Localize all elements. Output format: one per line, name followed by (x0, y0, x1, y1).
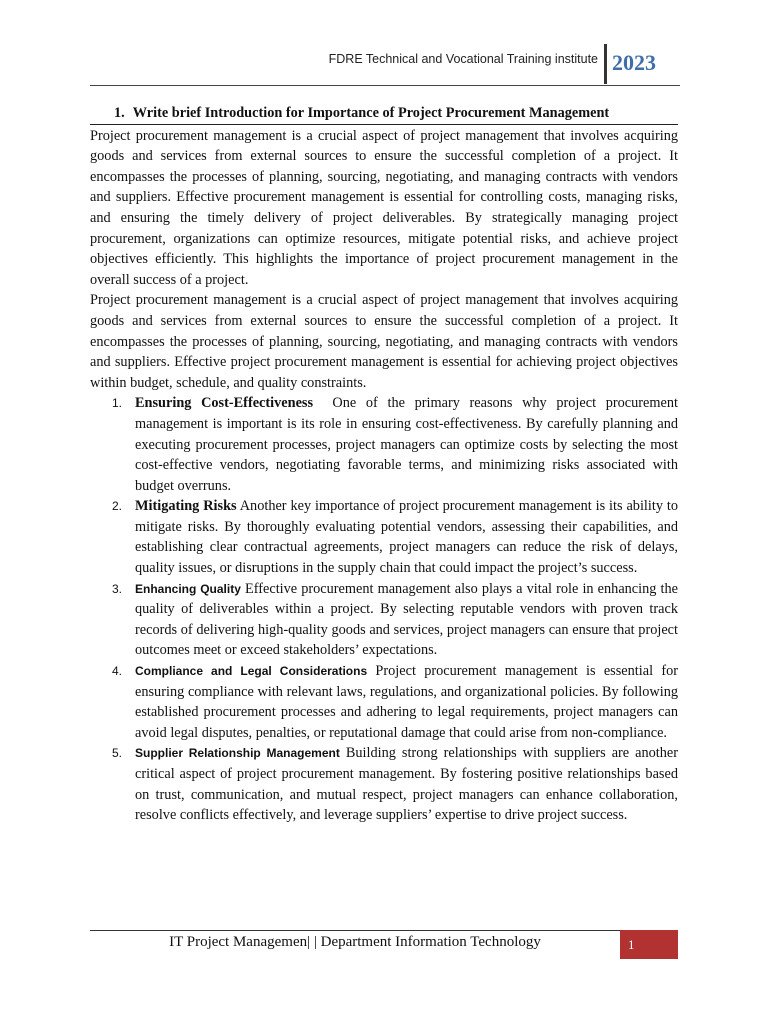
list-item (90, 579, 678, 661)
list-item-text: Building strong relationships with suppliers are another critical aspect of project procurement management. By fostering positive relationships based on trust, communication, and mutual respect, project managers can enhance collaboration, resolve conflicts effectively, and leverage suppliers’ expertise to drive project success. (135, 745, 678, 824)
list-item-number: 4. (112, 664, 123, 679)
list-item-title: Enhancing Quality (135, 581, 241, 596)
page-number-badge: 1 (620, 930, 678, 959)
list-item-number: 1. (112, 396, 123, 411)
list-item-number: 3. (112, 581, 123, 596)
footer-text: IT Project Managemen| | Department Information Technology (169, 934, 541, 950)
list-item-text: Another key importance of project procurement management is its ability to mitigate risks. By thoroughly evaluating potential vendors, assessing their capabilities, and establishing clear contractual agreements, project managers can reduce the risk of delays, quality issues, or disruptions in the supply chain that could impact the project’s success. (135, 498, 678, 577)
section-heading-number: 1. (114, 105, 125, 121)
list-item (90, 496, 678, 578)
header-rule (90, 85, 680, 86)
list-item-number: 2. (112, 499, 123, 514)
header-year: 2023 (612, 50, 656, 75)
list-item-number: 5. (112, 746, 123, 761)
list-item-title: Ensuring Cost-Effectiveness (135, 395, 314, 412)
list-item-text: Project procurement management is essential for ensuring compliance with relevant laws, regulations, and organizational policies. By following established procurement processes and adhering to legal requirements, project managers can avoid legal disputes, penalties, or reputational damage that could arise from non-compliance. (135, 663, 679, 741)
importance-list (90, 393, 678, 825)
paragraph-intro-1: Project procurement management is a crucial aspect of project management that involves acquiring goods and services from external sources to ensure the successful completion of a project. It encompasses the processes of planning, sourcing, negotiating, and managing contracts with vendors and suppliers. Effective procurement management is essential for controlling costs, managing risks, and ensuring the timely delivery of project deliverables. By strategically managing project procurement, organizations can optimize resources, mitigate potential risks, and achieve project objectives efficiently. This highlights the importance of project procurement management in the overall success of a project. (90, 127, 678, 288)
footer-rule (90, 930, 620, 931)
section-heading-text: Write brief Introduction for Importance of Project Procurement Management (132, 105, 610, 121)
header-institution: FDRE Technical and Vocational Training institute (328, 52, 598, 66)
section-heading (90, 103, 678, 125)
list-item-title: Compliance and Legal Considerations (135, 664, 368, 679)
header-divider (604, 44, 607, 84)
list-item (90, 393, 678, 496)
list-item-title: Mitigating Risks (135, 498, 237, 515)
list-item-text: One of the primary reasons why project procurement management is important is its role in ensuring cost-effectiveness. By carefully planning and executing procurement processes, project managers can optimize costs by selecting the most cost-effective vendors, negotiating favorable terms, and minimizing risks associated with budget overruns. (135, 395, 678, 494)
list-item (90, 661, 678, 743)
paragraph-intro-2: Project procurement management is a crucial aspect of project management that involves acquiring goods and services from external sources to ensure the successful completion of a project. It encompasses the processes of planning, sourcing, negotiating, and managing contracts with vendors and suppliers. Effective project procurement management is essential for achieving project objectives within budget, schedule, and quality constraints. (90, 292, 678, 391)
content (90, 103, 678, 826)
list-item-text: Effective procurement management also plays a vital role in enhancing the quality of deliverables within a project. By selecting reputable vendors with proven track records of delivering high-quality goods and services, project managers can ensure that project outcomes meet or exceed stakeholders’ expectations. (135, 580, 678, 659)
list-item (90, 743, 678, 825)
list-item-title: Supplier Relationship Management (135, 746, 340, 761)
